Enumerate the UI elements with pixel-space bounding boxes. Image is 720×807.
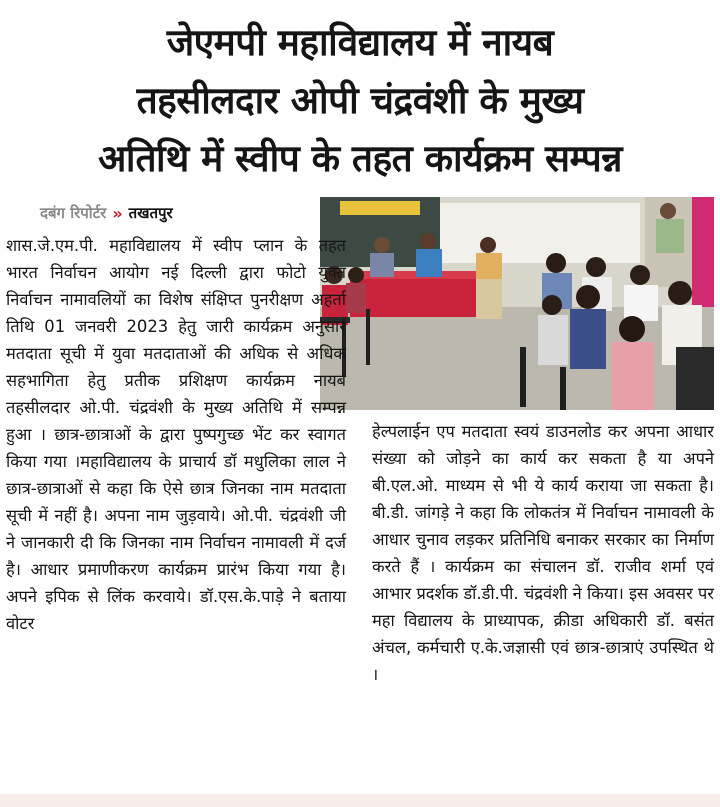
headline-line-1: जेएमपी महाविद्यालय में नायब — [166, 21, 554, 64]
headline-line-3: अतिथि में स्वीप के तहत कार्यक्रम सम्पन्न — [98, 137, 622, 180]
byline-reporter: दबंग रिपोर्टर — [40, 204, 107, 222]
article-left-text: शास.जे.एम.पी. महाविद्यालय में स्वीप प्लान के तहत भारत निर्वाचन आयोग नई दिल्ली द्वारा फोटो युक्त निर्वाचन नामावलियों का विशेष संक्षिप्त पुनरीक्षण अहर्ता तिथि 01 जनवरी 2023 हेतु जारी कार्यक्रम अनुसार मतदाता सूची में युवा मतदाताओं की अधिक से अधिक सहभागिता हेतु प्रतीक प्रशिक्षण कार्यक्रम नायब तहसीलदार ओ.पी. चंद्रवंशी के मुख्य अतिथि में सम्पन्न हुआ । छात्र-छात्राओं के द्वारा पुष्पगुच्छ भेंट कर स्वागत किया गया ।महाविद्यालय के प्राचार्य डॉ मधुलिका लाल ने छात्र-छात्राओं से कहा कि ऐसे छात्र जिनका नाम मतदाता सूची में नहीं है। अपना नाम जुड़वाये। ओ.पी. चंद्रवंशी जी ने जानकारी दी कि जिनका नाम निर्वाचन नामावली में दर्ज है। आधार प्रमाणीकरण कार्यक्रम प्रारंभ किया गया है। अपने इपिक से लिंक करवाये। डॉ.एस.के.पाड़े ने बताया वोटर — [6, 236, 346, 633]
headline-line-2: तहसीलदार ओपी चंद्रवंशी के मुख्य — [136, 79, 584, 122]
byline-separator: » — [112, 203, 123, 223]
article-left-column — [6, 232, 346, 637]
article-right-column — [372, 418, 714, 688]
byline-place: तखतपुर — [128, 204, 173, 222]
byline — [40, 200, 173, 226]
article-right-text: हेल्पलाईन एप मतदाता स्वयं डाउनलोड कर अपना आधार संख्या को जोड़ने का कार्य कर सकता है या अपने बी.एल.ओ. माध्यम से भी ये कार्य कराया जा सकता है। बी.डी. जांगड़े ने कहा कि लोकतंत्र में निर्वाचन नामावली के आधार चुनाव लड़कर प्रतिनिधि बनाकर सरकार का निर्माण करते हैं । कार्यक्रम का संचालन डॉ. राजीव शर्मा एवं आभार प्रदर्शक डॉ.डी.पी. चंद्रवंशी ने किया। इस अवसर पर महा विद्यालय के प्राध्यापक, क्रीडा अधिकारी डॉ. बसंत अंचल, कर्मचारी ए.के.जज्ञासी एवं छात्र-छात्राएं उपस्थित थे । — [372, 422, 714, 684]
bottom-strip — [0, 794, 720, 807]
event-photo — [320, 197, 714, 410]
headline — [0, 14, 720, 188]
